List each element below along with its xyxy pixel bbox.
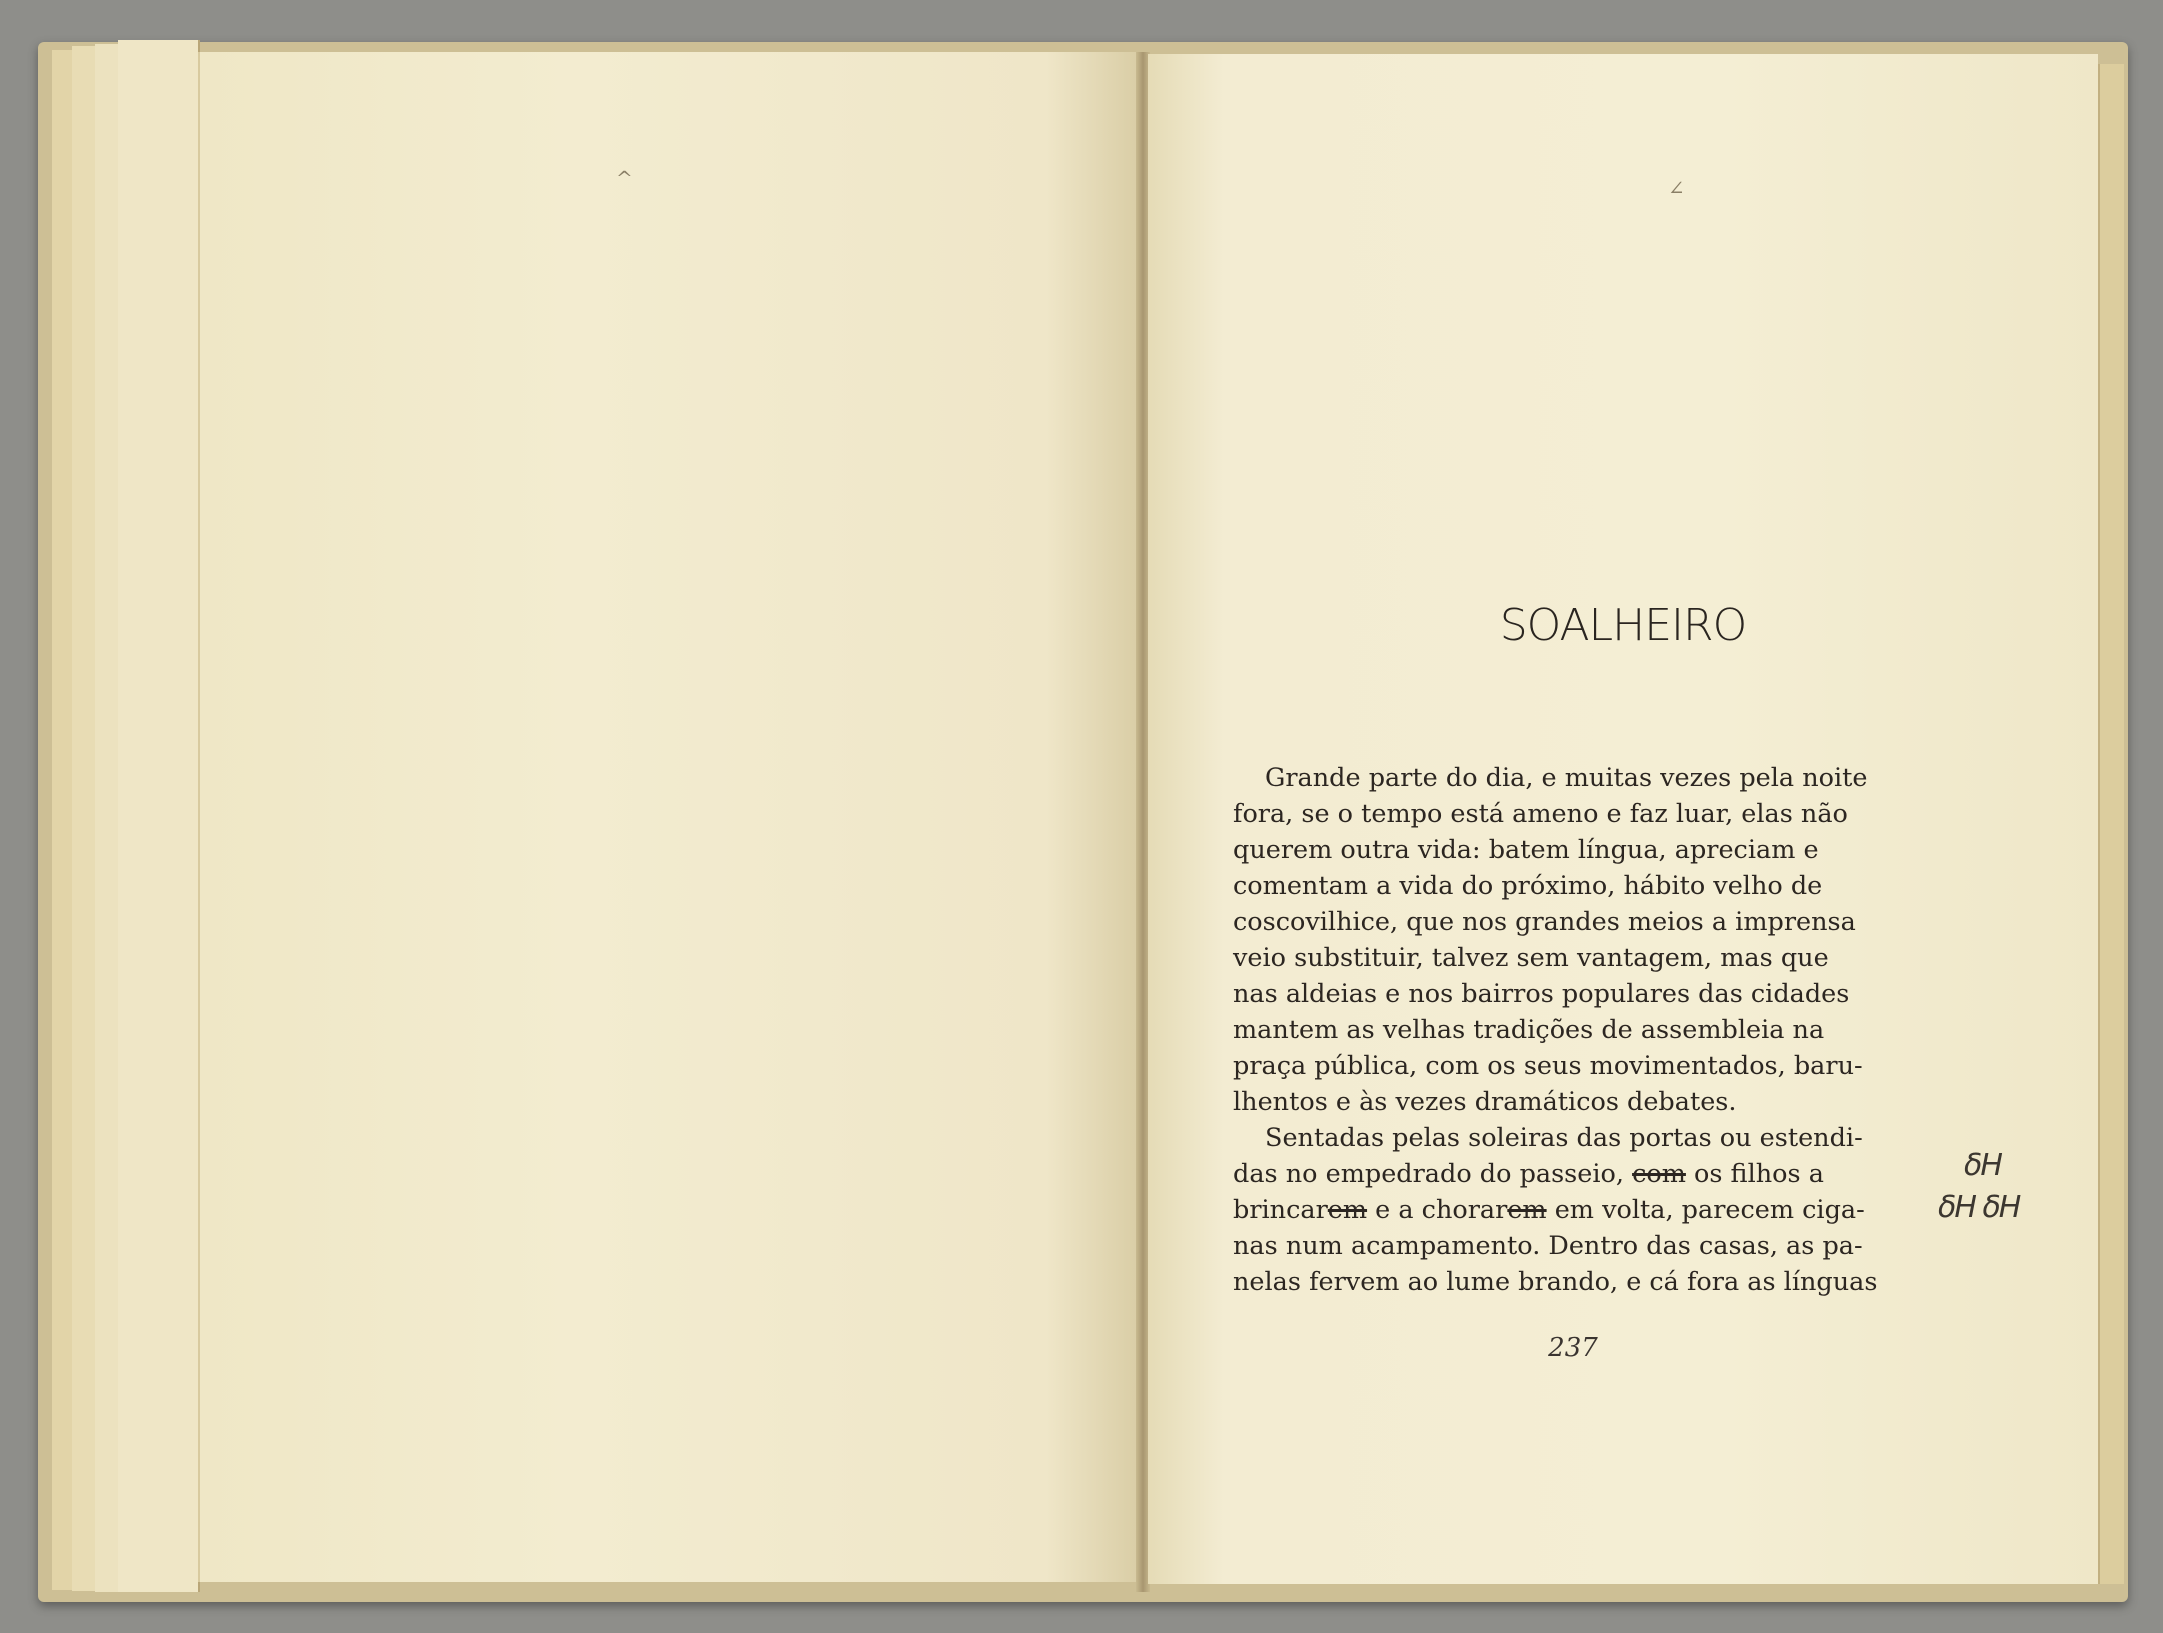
text-line: nelas fervem ao lume brando, e cá fora as línguas — [1233, 1267, 1878, 1297]
text-line: das no empedrado do passeio, com os filhos a — [1233, 1156, 1913, 1192]
text-line: Grande parte do dia, e muitas vezes pela noite — [1265, 763, 1868, 793]
right-page-edge — [2098, 64, 2124, 1584]
text-line: brincarem e a chorarem em volta, parecem ciga- — [1233, 1192, 1913, 1228]
pencil-mark: ∠ — [1668, 176, 1685, 200]
text-line: nas aldeias e nos bairros populares das cidades — [1233, 979, 1850, 1009]
page-number: 237 — [1548, 1333, 1598, 1363]
struck-word: em — [1507, 1195, 1547, 1225]
struck-word: em — [1327, 1195, 1368, 1225]
text-line: lhentos e às vezes dramáticos debates. — [1233, 1087, 1737, 1117]
text-line: praça pública, com os seus movimentados, baru- — [1233, 1051, 1863, 1081]
margin-annotation: δH — [1964, 1148, 2001, 1183]
text-line: nas num acampamento. Dentro das casas, as pa- — [1233, 1231, 1863, 1261]
text-line: veio substituir, talvez sem vantagem, mas que — [1233, 943, 1829, 973]
page-edge — [118, 40, 200, 1592]
caret-mark: ^ — [616, 166, 633, 190]
text-line: comentam a vida do próximo, hábito velho de — [1233, 871, 1823, 901]
text-line: fora, se o tempo está ameno e faz luar, elas não — [1233, 799, 1848, 829]
text-line: coscovilhice, que nos grandes meios a imprensa — [1233, 907, 1856, 937]
text-line: querem outra vida: batem língua, apreciam e — [1233, 835, 1819, 865]
chapter-title: SOALHEIRO — [1499, 600, 1747, 651]
text-line: mantem as velhas tradições de assembleia na — [1233, 1015, 1825, 1045]
text-line: Sentadas pelas soleiras das portas ou estendi- — [1265, 1123, 1863, 1153]
body-text — [1233, 760, 1913, 1300]
struck-word: com — [1632, 1159, 1686, 1189]
left-page-blank — [198, 52, 1140, 1582]
margin-annotation: δH δH — [1938, 1190, 2020, 1225]
